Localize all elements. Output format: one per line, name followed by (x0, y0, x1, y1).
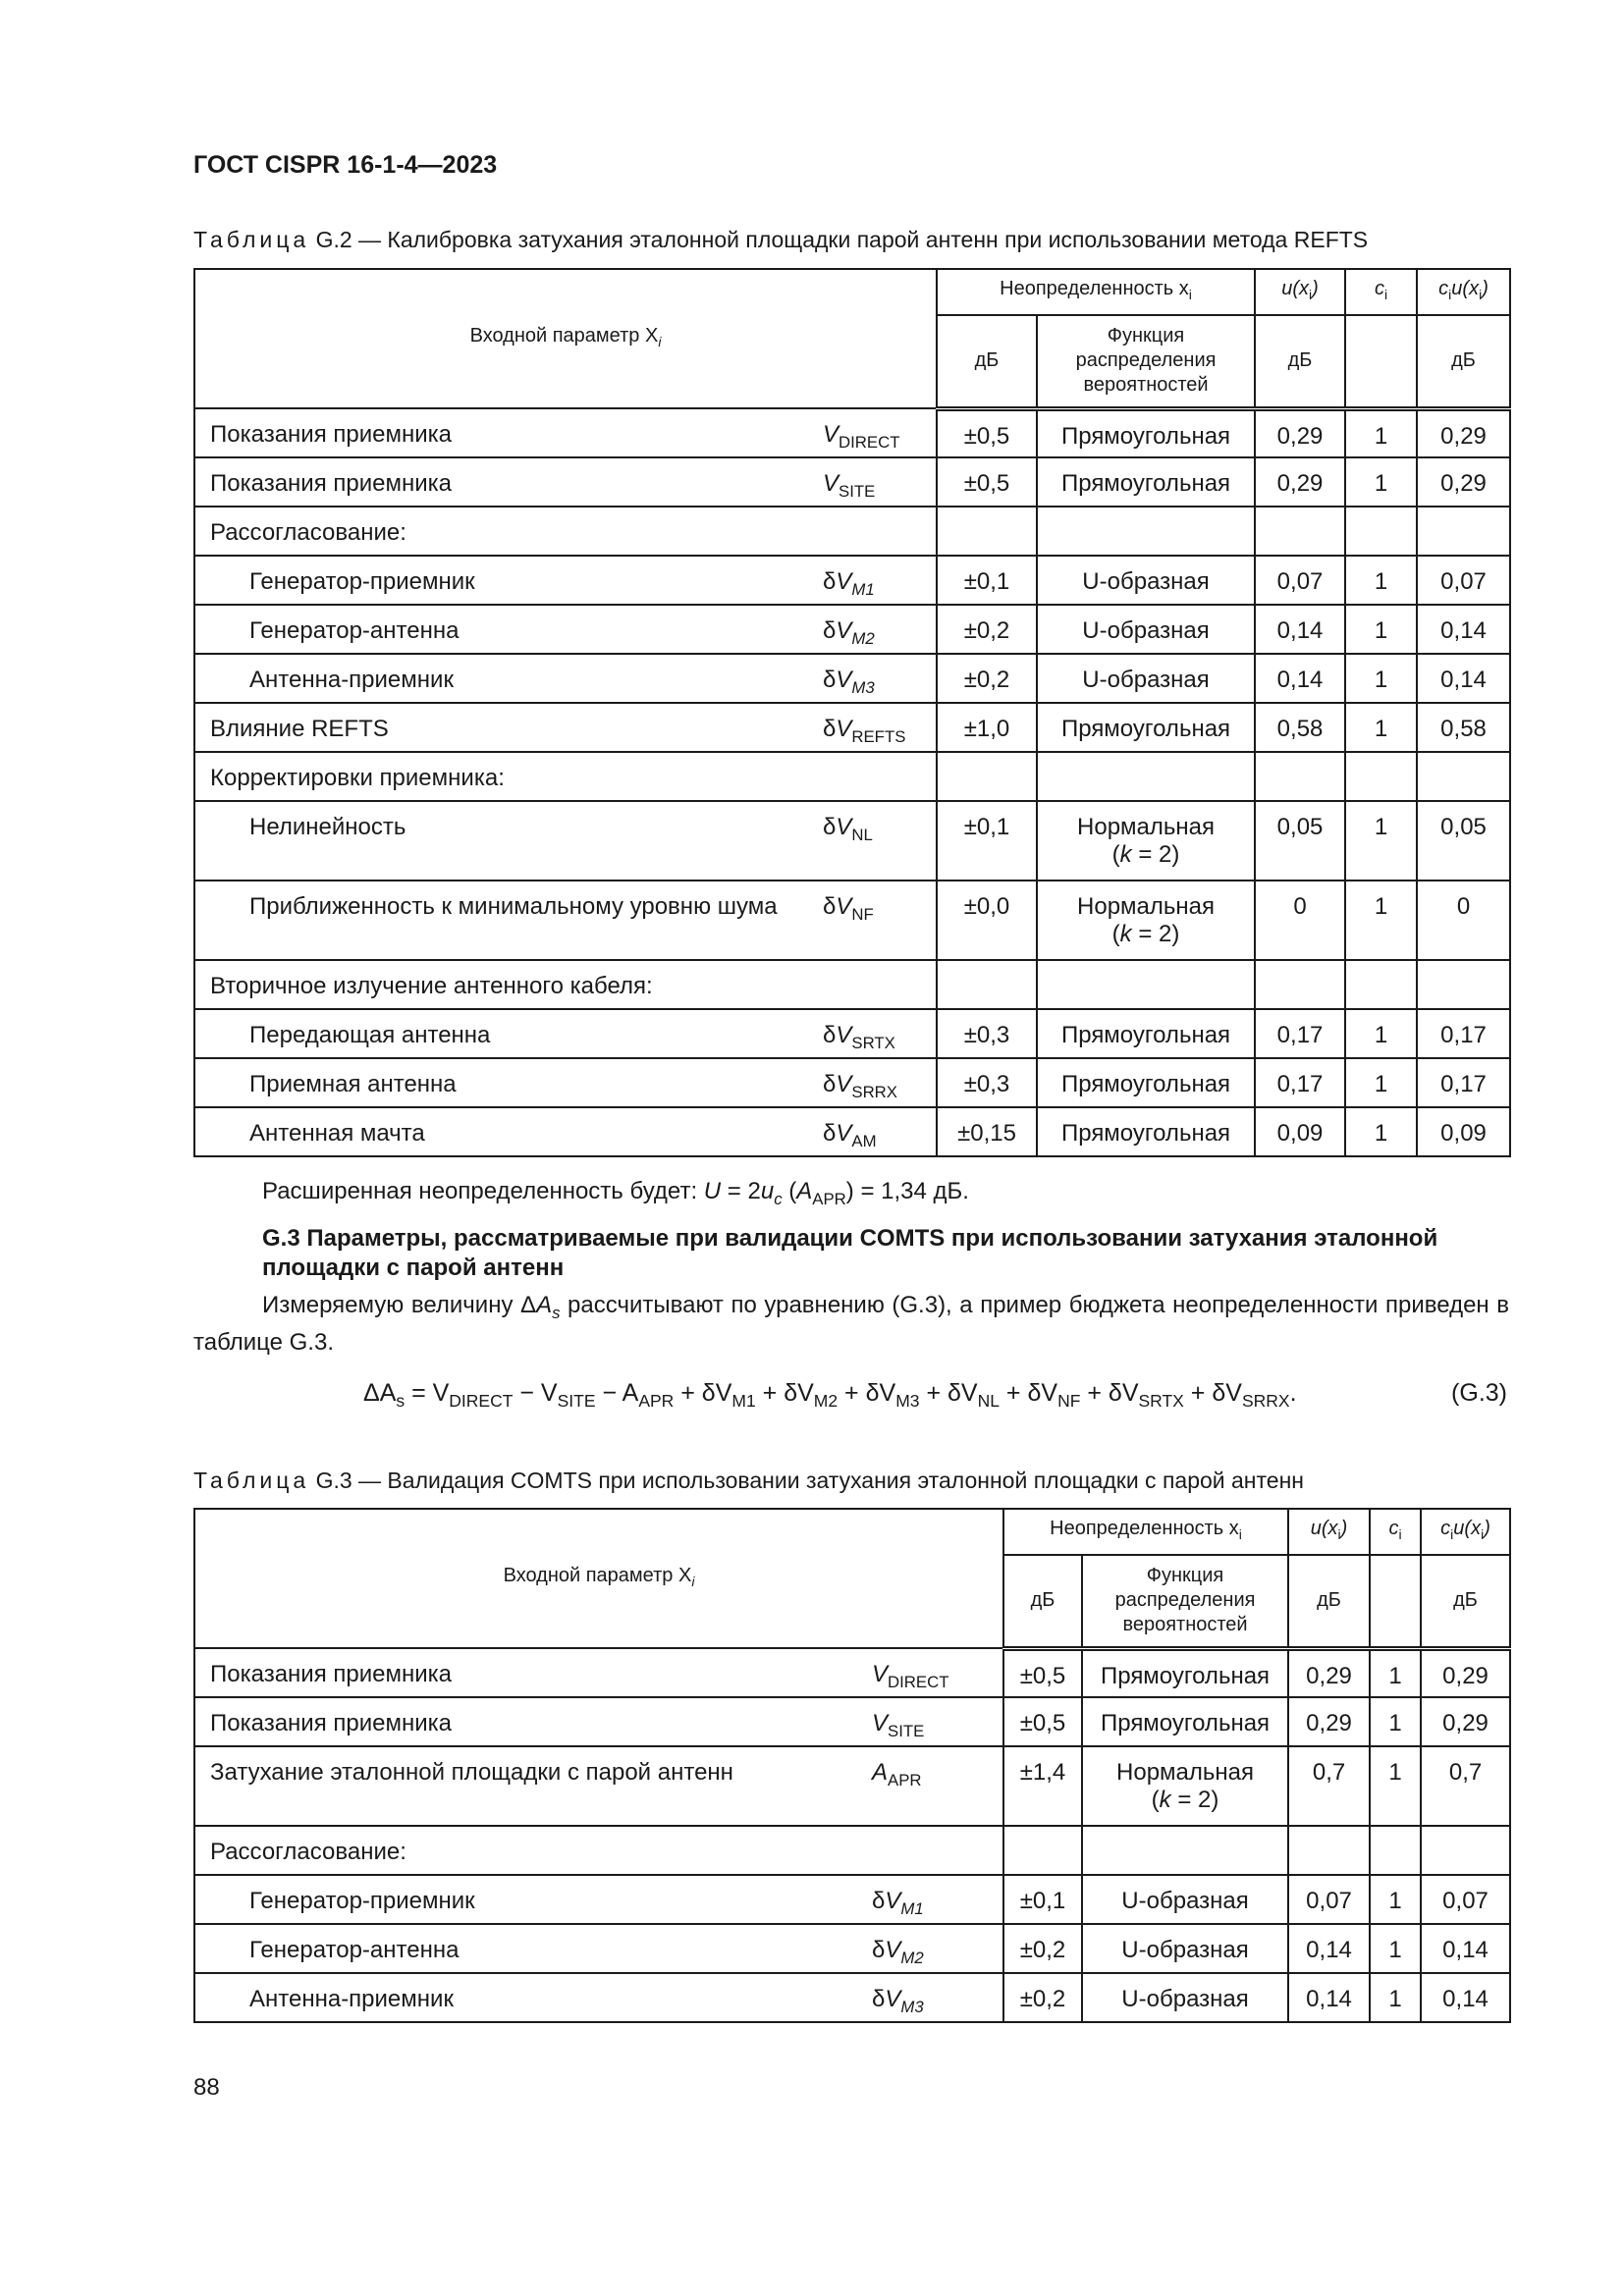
row-parameter-name: Показания приемника (194, 408, 823, 457)
row-parameter-name: Нелинейность (194, 801, 823, 881)
row-distribution (1037, 507, 1255, 556)
header-c: $c_i$ (1370, 1509, 1421, 1555)
row-parameter-name: Антенна-приемник (194, 1973, 872, 2022)
row-sensitivity-coefficient: 1 (1345, 1009, 1417, 1058)
row-uncertainty-value: ±0,1 (1003, 1875, 1082, 1924)
row-contribution: 0,17 (1417, 1009, 1510, 1058)
row-contribution: 0,58 (1417, 703, 1510, 752)
row-contribution: 0,09 (1417, 1107, 1510, 1156)
row-parameter-name: Рассогласование: (194, 507, 823, 556)
row-standard-uncertainty: 0,17 (1255, 1058, 1345, 1107)
row-sensitivity-coefficient (1345, 507, 1417, 556)
table2-caption-text: G.3 — Валидация COMTS при использовании затухания эталонной площадки с парой антенн (315, 1468, 1304, 1493)
table-row (194, 1746, 1510, 1826)
row-symbol: $V_{SITE}$ (872, 1697, 1003, 1746)
row-parameter-name: Генератор-антенна (194, 605, 823, 654)
row-contribution: 0,05 (1417, 801, 1510, 881)
table-row (194, 1973, 1510, 2022)
row-symbol: $\delta V_{NL}$ (823, 801, 937, 881)
row-sensitivity-coefficient: 1 (1345, 801, 1417, 881)
row-uncertainty-value (937, 960, 1037, 1009)
row-standard-uncertainty: 0 (1255, 881, 1345, 960)
row-distribution: Прямоугольная (1037, 1107, 1255, 1156)
row-standard-uncertainty: 0,07 (1288, 1875, 1370, 1924)
table-row (194, 654, 1510, 703)
row-parameter-name: Показания приемника (194, 1648, 872, 1697)
row-uncertainty-value (937, 752, 1037, 801)
section-paragraph: Измеряемую величину $\Delta A_s$ рассчитывают по уравнению (G.3), а пример бюджета неопределенности приведен в таблице G.3. (193, 1292, 1509, 1356)
table2 (193, 1508, 1511, 2023)
section-title: G.3 Параметры, рассматриваемые при валидации COMTS при использовании затухания эталонной площадки с парой антенн (262, 1225, 1438, 1281)
row-sensitivity-coefficient: 1 (1345, 457, 1417, 507)
row-symbol: $\delta V_{M2}$ (872, 1924, 1003, 1973)
table-row (194, 507, 1510, 556)
row-sensitivity-coefficient: 1 (1345, 605, 1417, 654)
table2-caption-label: Таблица (193, 1468, 310, 1493)
table1 (193, 268, 1511, 1157)
row-parameter-name: Приближенность к минимальному уровню шума (194, 881, 823, 960)
row-parameter-name: Антенная мачта (194, 1107, 823, 1156)
row-symbol: $A_{APR}$ (872, 1746, 1003, 1826)
row-distribution: Прямоугольная (1082, 1697, 1288, 1746)
table-row (194, 801, 1510, 881)
row-sensitivity-coefficient: 1 (1370, 1697, 1421, 1746)
row-distribution: Нормальная (k = 2) (1082, 1746, 1288, 1826)
table-row (194, 605, 1510, 654)
row-contribution: 0,7 (1421, 1746, 1510, 1826)
table-row (194, 1009, 1510, 1058)
table1-caption-label: Таблица (193, 227, 310, 252)
row-contribution: 0,14 (1421, 1973, 1510, 2022)
row-standard-uncertainty: 0,58 (1255, 703, 1345, 752)
row-symbol: $V_{DIRECT}$ (872, 1648, 1003, 1697)
row-contribution (1421, 1826, 1510, 1875)
row-distribution (1037, 960, 1255, 1009)
row-uncertainty-value: ±0,2 (937, 654, 1037, 703)
header-c-empty (1370, 1555, 1421, 1648)
header-uncertainty: Неопределенность $x_i$ (1003, 1509, 1288, 1555)
row-parameter-name: Влияние REFTS (194, 703, 823, 752)
row-parameter-name: Генератор-приемник (194, 1875, 872, 1924)
row-symbol: $V_{SITE}$ (823, 457, 937, 507)
row-contribution: 0,29 (1421, 1648, 1510, 1697)
row-uncertainty-value: ±0,3 (937, 1058, 1037, 1107)
row-sensitivity-coefficient: 1 (1370, 1746, 1421, 1826)
row-distribution: Нормальная (k = 2) (1037, 801, 1255, 881)
row-uncertainty-value: ±0,2 (1003, 1924, 1082, 1973)
row-standard-uncertainty: 0,29 (1288, 1648, 1370, 1697)
row-parameter-name: Рассогласование: (194, 1826, 872, 1875)
row-parameter-name: Корректировки приемника: (194, 752, 823, 801)
row-standard-uncertainty (1255, 960, 1345, 1009)
row-uncertainty-value: ±0,2 (1003, 1973, 1082, 2022)
row-sensitivity-coefficient: 1 (1370, 1924, 1421, 1973)
row-sensitivity-coefficient (1345, 752, 1417, 801)
row-parameter-name: Антенна-приемник (194, 654, 823, 703)
row-contribution (1417, 960, 1510, 1009)
row-sensitivity-coefficient (1345, 960, 1417, 1009)
row-uncertainty-value: ±0,5 (937, 457, 1037, 507)
table-row (194, 960, 1510, 1009)
header-input-param: Входной параметр $X_i$ (194, 1509, 1003, 1648)
header-db: дБ (1003, 1555, 1082, 1648)
row-uncertainty-value: ±0,5 (1003, 1697, 1082, 1746)
row-standard-uncertainty: 0,14 (1255, 605, 1345, 654)
header-cu: $c_iu(x_i)$ (1421, 1509, 1510, 1555)
row-symbol: $\delta V_{M3}$ (872, 1973, 1003, 2022)
row-standard-uncertainty: 0,7 (1288, 1746, 1370, 1826)
row-parameter-name: Передающая антенна (194, 1009, 823, 1058)
row-distribution: Прямоугольная (1037, 1009, 1255, 1058)
row-uncertainty-value: ±0,1 (937, 801, 1037, 881)
header-u: $u(x_i)$ (1288, 1509, 1370, 1555)
header-uncertainty: Неопределенность $x_i$ (937, 269, 1255, 315)
row-symbol (872, 1826, 1003, 1875)
table-row (194, 703, 1510, 752)
row-distribution (1082, 1826, 1288, 1875)
row-standard-uncertainty: 0,14 (1255, 654, 1345, 703)
row-symbol: $\delta V_{M1}$ (872, 1875, 1003, 1924)
table2-caption (193, 1468, 1304, 1494)
row-standard-uncertainty: 0,07 (1255, 556, 1345, 605)
table-row (194, 752, 1510, 801)
header-cu-db: дБ (1417, 315, 1510, 408)
row-standard-uncertainty: 0,29 (1255, 408, 1345, 457)
row-contribution: 0,14 (1421, 1924, 1510, 1973)
row-uncertainty-value: ±0,0 (937, 881, 1037, 960)
row-symbol (823, 752, 937, 801)
row-uncertainty-value: ±0,15 (937, 1107, 1037, 1156)
header-u: $u(x_i)$ (1255, 269, 1345, 315)
table-row (194, 1697, 1510, 1746)
row-sensitivity-coefficient: 1 (1345, 1107, 1417, 1156)
table-row (194, 881, 1510, 960)
row-distribution: U-образная (1037, 556, 1255, 605)
row-contribution: 0,07 (1417, 556, 1510, 605)
row-distribution (1037, 752, 1255, 801)
row-sensitivity-coefficient: 1 (1370, 1875, 1421, 1924)
row-distribution: Прямоугольная (1082, 1648, 1288, 1697)
row-uncertainty-value: ±0,1 (937, 556, 1037, 605)
row-standard-uncertainty: 0,17 (1255, 1009, 1345, 1058)
row-distribution: Прямоугольная (1037, 703, 1255, 752)
row-parameter-name: Генератор-приемник (194, 556, 823, 605)
row-uncertainty-value (937, 507, 1037, 556)
expanded-uncertainty: Расширенная неопределенность будет: $U = 2u_c$ $(A_{APR}) = 1,34$ дБ. (262, 1178, 969, 1208)
row-standard-uncertainty: 0,14 (1288, 1924, 1370, 1973)
row-standard-uncertainty: 0,05 (1255, 801, 1345, 881)
row-symbol (823, 507, 937, 556)
header-distribution: Функция распределения вероятностей (1037, 315, 1255, 408)
table-row (194, 556, 1510, 605)
row-distribution: Прямоугольная (1037, 457, 1255, 507)
row-uncertainty-value: ±0,5 (937, 408, 1037, 457)
header-cu-db: дБ (1421, 1555, 1510, 1648)
row-distribution: Нормальная (k = 2) (1037, 881, 1255, 960)
row-standard-uncertainty (1255, 507, 1345, 556)
row-parameter-name: Приемная антенна (194, 1058, 823, 1107)
table-row (194, 1924, 1510, 1973)
row-contribution: 0,14 (1417, 605, 1510, 654)
row-standard-uncertainty (1288, 1826, 1370, 1875)
row-sensitivity-coefficient: 1 (1345, 654, 1417, 703)
row-contribution (1417, 752, 1510, 801)
row-symbol: $\delta V_{M2}$ (823, 605, 937, 654)
table-row (194, 1107, 1510, 1156)
row-sensitivity-coefficient: 1 (1345, 556, 1417, 605)
row-sensitivity-coefficient: 1 (1345, 408, 1417, 457)
row-contribution: 0,29 (1417, 457, 1510, 507)
document-header: ГОСТ CISPR 16-1-4—2023 (193, 151, 498, 179)
page-number: 88 (193, 2074, 220, 2101)
row-symbol: $\delta V_{NF}$ (823, 881, 937, 960)
header-c-empty (1345, 315, 1417, 408)
formula-number: (G.3) (1451, 1379, 1507, 1407)
row-parameter-name: Показания приемника (194, 457, 823, 507)
row-contribution: 0,29 (1421, 1697, 1510, 1746)
header-input-param: Входной параметр $X_i$ (194, 269, 937, 408)
row-standard-uncertainty: 0,29 (1288, 1697, 1370, 1746)
row-standard-uncertainty: 0,09 (1255, 1107, 1345, 1156)
row-contribution: 0,29 (1417, 408, 1510, 457)
row-parameter-name: Показания приемника (194, 1697, 872, 1746)
row-contribution: 0,07 (1421, 1875, 1510, 1924)
row-symbol: $\delta V_{AM}$ (823, 1107, 937, 1156)
row-standard-uncertainty: 0,29 (1255, 457, 1345, 507)
row-symbol (823, 960, 937, 1009)
table-row (194, 1058, 1510, 1107)
row-distribution: Прямоугольная (1037, 408, 1255, 457)
header-u-db: дБ (1288, 1555, 1370, 1648)
row-symbol: $\delta V_{SRRX}$ (823, 1058, 937, 1107)
row-distribution: U-образная (1037, 654, 1255, 703)
row-contribution: 0 (1417, 881, 1510, 960)
row-standard-uncertainty: 0,14 (1288, 1973, 1370, 2022)
row-parameter-name: Вторичное излучение антенного кабеля: (194, 960, 823, 1009)
row-uncertainty-value: ±0,5 (1003, 1648, 1082, 1697)
row-distribution: U-образная (1082, 1924, 1288, 1973)
row-uncertainty-value: ±1,4 (1003, 1746, 1082, 1826)
header-c: $c_i$ (1345, 269, 1417, 315)
row-symbol: $V_{DIRECT}$ (823, 408, 937, 457)
row-symbol: $\delta V_{SRTX}$ (823, 1009, 937, 1058)
row-parameter-name: Генератор-антенна (194, 1924, 872, 1973)
row-distribution: U-образная (1037, 605, 1255, 654)
row-contribution: 0,14 (1417, 654, 1510, 703)
formula-g3: $\Delta A_s = V_{DIRECT} - V_{SITE} - A_{APR} + \delta V_{M1} + \delta V_{M2} + \delta V_{M3} + \delta V_{NL} + \delta V_{NF} + \delta V_{SRTX} + \delta V_{SRRX}$. (363, 1379, 1297, 1412)
header-cu: $c_iu(x_i)$ (1417, 269, 1510, 315)
header-distribution: Функция распределения вероятностей (1082, 1555, 1288, 1648)
table-row (194, 1826, 1510, 1875)
row-contribution (1417, 507, 1510, 556)
row-parameter-name: Затухание эталонной площадки с парой антенн (194, 1746, 872, 1826)
row-distribution: U-образная (1082, 1973, 1288, 2022)
row-uncertainty-value: ±0,2 (937, 605, 1037, 654)
table1-caption-text: G.2 — Калибровка затухания эталонной площадки парой антенн при использовании метода REFTS (315, 227, 1369, 252)
row-contribution: 0,17 (1417, 1058, 1510, 1107)
row-standard-uncertainty (1255, 752, 1345, 801)
table-row (194, 1648, 1510, 1697)
row-sensitivity-coefficient: 1 (1345, 1058, 1417, 1107)
row-symbol: $\delta V_{REFTS}$ (823, 703, 937, 752)
table-row (194, 1875, 1510, 1924)
table-row (194, 457, 1510, 507)
row-uncertainty-value: ±1,0 (937, 703, 1037, 752)
header-u-db: дБ (1255, 315, 1345, 408)
row-sensitivity-coefficient: 1 (1370, 1973, 1421, 2022)
row-uncertainty-value (1003, 1826, 1082, 1875)
table1-caption (193, 227, 1368, 253)
row-sensitivity-coefficient: 1 (1345, 703, 1417, 752)
table-row (194, 408, 1510, 457)
row-uncertainty-value: ±0,3 (937, 1009, 1037, 1058)
row-distribution: U-образная (1082, 1875, 1288, 1924)
header-db: дБ (937, 315, 1037, 408)
row-symbol: $\delta V_{M1}$ (823, 556, 937, 605)
row-sensitivity-coefficient: 1 (1370, 1648, 1421, 1697)
row-distribution: Прямоугольная (1037, 1058, 1255, 1107)
row-sensitivity-coefficient (1370, 1826, 1421, 1875)
row-symbol: $\delta V_{M3}$ (823, 654, 937, 703)
row-sensitivity-coefficient: 1 (1345, 881, 1417, 960)
